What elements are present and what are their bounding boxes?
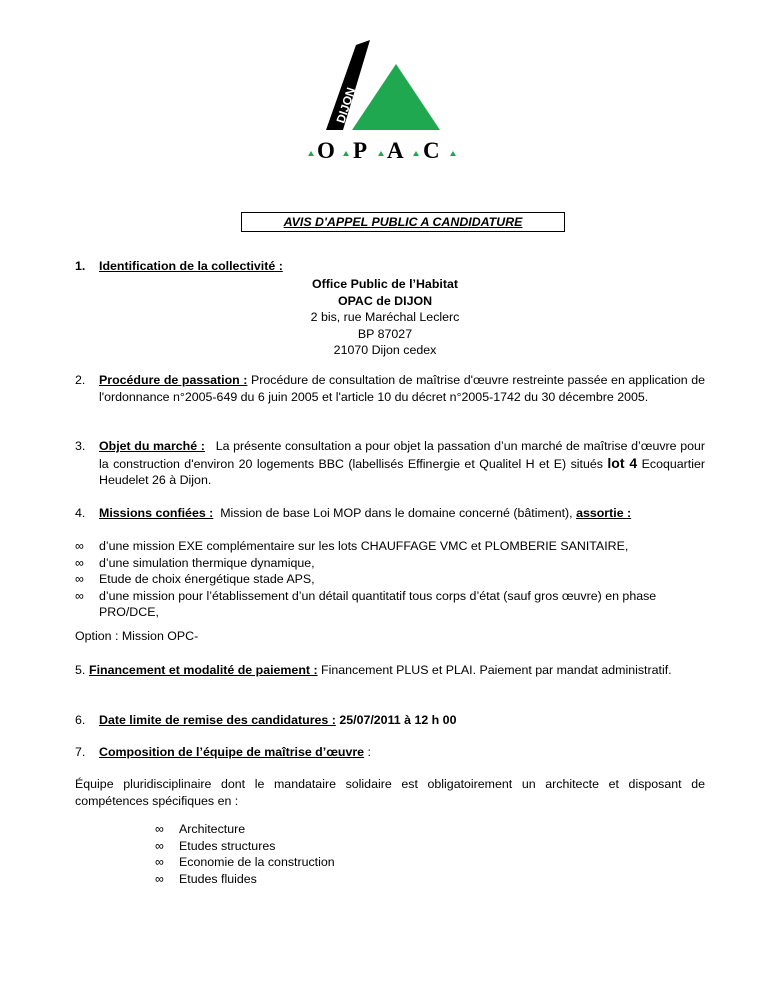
- logo-dijon-text: DIJON: [333, 85, 359, 125]
- address-city: 21070 Dijon cedex: [333, 343, 437, 357]
- deadline-value: 25/07/2011 à 12 h 00: [339, 713, 457, 727]
- section-text-location: Ecoquartier Heudelet 26 à Dijon.: [99, 456, 706, 487]
- infinity-bullet-icon: ∞: [155, 838, 164, 853]
- section-4: [75, 505, 705, 522]
- section-5: [75, 662, 705, 679]
- logo-letter-o: O: [317, 138, 335, 162]
- section-2: [75, 372, 705, 405]
- logo-letter-a: A: [387, 138, 404, 162]
- list-item-text: d’une simulation thermique dynamique,: [99, 555, 315, 570]
- address-po-box: BP 87027: [357, 326, 413, 341]
- infinity-bullet-icon: ∞: [155, 871, 164, 886]
- section-text: Procédure de consultation de maîtrise d'œuvre restreinte passée en application de l'ordonnance n°2005-649 du 6 juin 2005 et l'article 10 du décret n°2005-1742 du 30 décembre 2005.: [99, 373, 705, 404]
- section-colon: :: [367, 745, 371, 759]
- list-item-text: d’une mission pour l’établissement d’un détail quantitatif tous corps d’état (sauf gros œuvre) en phase PRO/DCE,: [99, 588, 657, 619]
- section-number: 5.: [75, 663, 86, 677]
- list-item-text: d’une mission EXE complémentaire sur les lots CHAUFFAGE VMC et PLOMBERIE SANITAIRE,: [99, 539, 629, 553]
- list-item-text: Etudes structures: [179, 838, 276, 853]
- org-subname-line: OPAC de DIJON: [337, 293, 433, 308]
- list-item-text: Etudes fluides: [179, 871, 257, 886]
- infinity-bullet-icon: ∞: [155, 822, 164, 836]
- option-line: Option : Mission OPC-: [75, 629, 199, 643]
- list-item: [75, 538, 705, 555]
- missions-list: [75, 538, 705, 621]
- section-text: Financement PLUS et PLAI. Paiement par mandat administratif.: [321, 663, 672, 677]
- section-heading: Procédure de passation :: [99, 373, 248, 387]
- section-number: 2.: [75, 373, 86, 387]
- opac-logo-graphic: [300, 40, 468, 162]
- section-heading: Financement et modalité de paiement :: [89, 663, 318, 677]
- infinity-bullet-icon: ∞: [155, 855, 164, 869]
- section-6: [75, 712, 705, 729]
- infinity-bullet-icon: ∞: [75, 555, 84, 570]
- logo-letter-c: C: [423, 138, 440, 162]
- list-item-text: Economie de la construction: [179, 855, 335, 869]
- section-number: 3.: [75, 439, 86, 453]
- notice-title-banner: AVIS D'APPEL PUBLIC A CANDIDATURE: [241, 212, 565, 232]
- list-item: [155, 871, 555, 888]
- infinity-bullet-icon: ∞: [75, 588, 84, 603]
- team-intro: Équipe pluridisciplinaire dont le mandataire solidaire est obligatoirement un architecte et disposant de compétences spécifiques en :: [75, 777, 705, 808]
- section-heading: Missions confiées :: [99, 506, 214, 520]
- org-name-line: Office Public de l’Habitat: [312, 277, 458, 291]
- section-number: 4.: [75, 506, 86, 520]
- list-item: [155, 821, 555, 838]
- section-heading: Composition de l’équipe de maîtrise d’œuvre: [99, 745, 365, 759]
- list-item: [75, 588, 705, 621]
- section-heading: Objet du marché :: [99, 439, 205, 453]
- infinity-bullet-icon: ∞: [75, 572, 84, 586]
- section-text: La présente consultation a pour objet la passation d’un marché de maîtrise d’œuvre pour la construction d'environ 20 logements BBC (labellisés Effinergie et Qualitel H et E) situés: [99, 439, 705, 471]
- section-number: 1.: [75, 259, 86, 273]
- address-street: 2 bis, rue Maréchal Leclerc: [310, 310, 460, 324]
- section-number: 7.: [75, 745, 86, 759]
- section-text: Mission de base Loi MOP dans le domaine concerné (bâtiment),: [220, 506, 573, 520]
- infinity-bullet-icon: ∞: [75, 539, 84, 553]
- section-1: [75, 258, 705, 275]
- list-item-text: Architecture: [179, 822, 246, 836]
- list-item: [155, 854, 555, 871]
- section-heading: Identification de la collectivité :: [99, 259, 283, 273]
- logo-letter-p: P: [353, 138, 368, 162]
- section-emphasis: assortie :: [576, 506, 632, 520]
- list-item-text: Etude de choix énergétique stade APS,: [99, 572, 315, 586]
- list-item: [155, 838, 555, 855]
- section-number: 6.: [75, 713, 86, 727]
- list-item: [75, 571, 705, 588]
- section-3: [75, 438, 705, 489]
- organization-address: [200, 276, 570, 359]
- section-heading: Date limite de remise des candidatures :: [99, 713, 336, 727]
- competences-list: [155, 821, 555, 887]
- opac-dijon-logo: [300, 40, 468, 162]
- lot-number: lot 4: [607, 454, 638, 471]
- section-7: [75, 744, 705, 761]
- list-item: [75, 555, 705, 572]
